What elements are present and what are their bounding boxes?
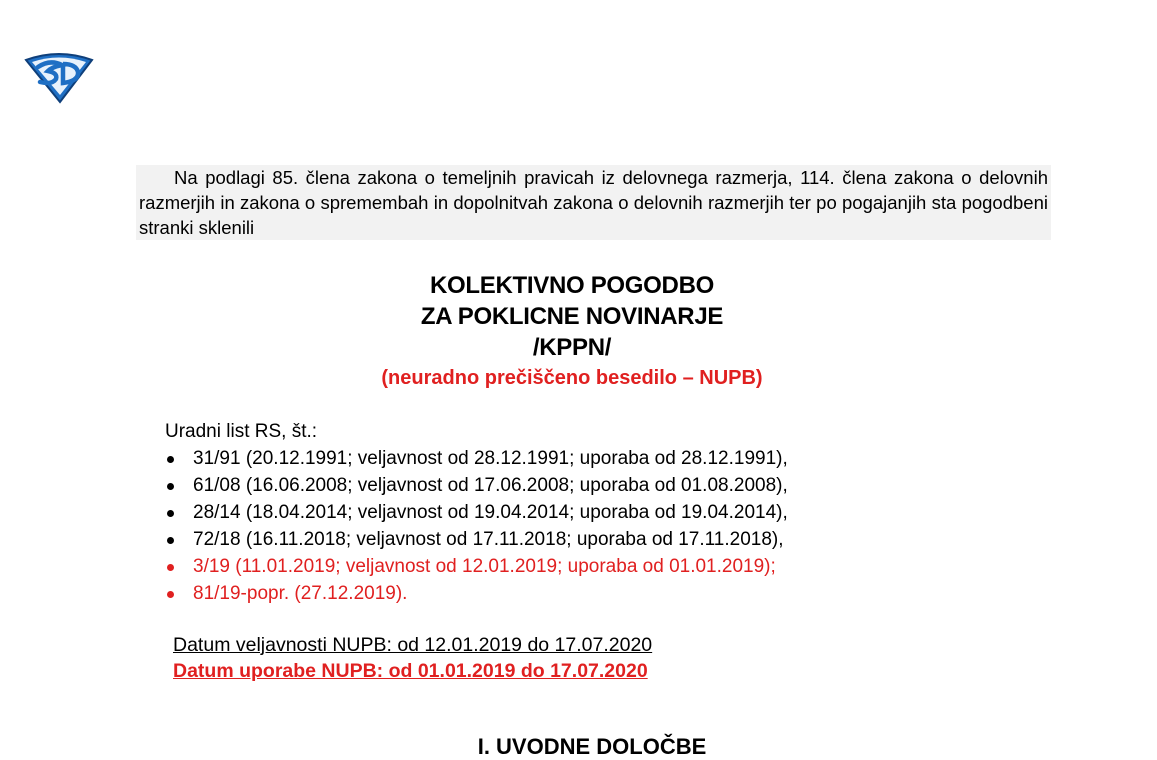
gazette-item-highlighted: 3/19 (11.01.2019; veljavnost od 12.01.2019; uporaba od 01.01.2019); [165,553,788,580]
application-period: Datum uporabe NUPB: od 01.01.2019 do 17.07.2020 [173,660,648,682]
gazette-item: 61/08 (16.06.2008; veljavnost od 17.06.2008; uporaba od 01.08.2008), [165,472,788,499]
document-title [0,270,1144,392]
gazette-references [165,418,788,607]
preamble-text: Na podlagi 85. člena zakona o temeljnih pravicah iz delovnega razmerja, 114. člena zakona o delovnih razmerjih in zakona o spremembah in dopolnitvah zakona o delovnih razmerjih ter po pogajanjih sta pogodbeni stranki sklenili [139,167,1048,238]
title-line-1: KOLEKTIVNO POGODBO [430,272,714,299]
chapter-heading: I. UVODNE DOLOČBE [477,734,707,759]
bullet-icon [167,483,174,490]
union-logo [22,48,96,104]
gazette-heading: Uradni list RS, št.: [165,421,318,442]
bullet-icon [167,456,174,463]
gazette-item: 28/14 (18.04.2014; veljavnost od 19.04.2014; uporaba od 19.04.2014), [165,499,788,526]
validity-period: Datum veljavnosti NUPB: od 12.01.2019 do 17.07.2020 [173,634,653,656]
gazette-list [165,445,788,607]
bullet-icon [167,537,174,544]
title-line-3: /KPPN/ [532,334,612,361]
bullet-icon [167,564,174,571]
gazette-item: 31/91 (20.12.1991; veljavnost od 28.12.1991; uporaba od 28.12.1991), [165,445,788,472]
bullet-icon [167,591,174,598]
document-subtitle: (neuradno prečiščeno besedilo – NUPB) [381,367,763,389]
bullet-icon [167,510,174,517]
title-line-2: ZA POKLICNE NOVINARJE [420,303,724,330]
gazette-item-highlighted: 81/19-popr. (27.12.2019). [165,580,788,607]
preamble-paragraph [136,165,1051,240]
gazette-item: 72/18 (16.11.2018; veljavnost od 17.11.2018; uporaba od 17.11.2018), [165,526,788,553]
validity-dates [173,632,652,684]
